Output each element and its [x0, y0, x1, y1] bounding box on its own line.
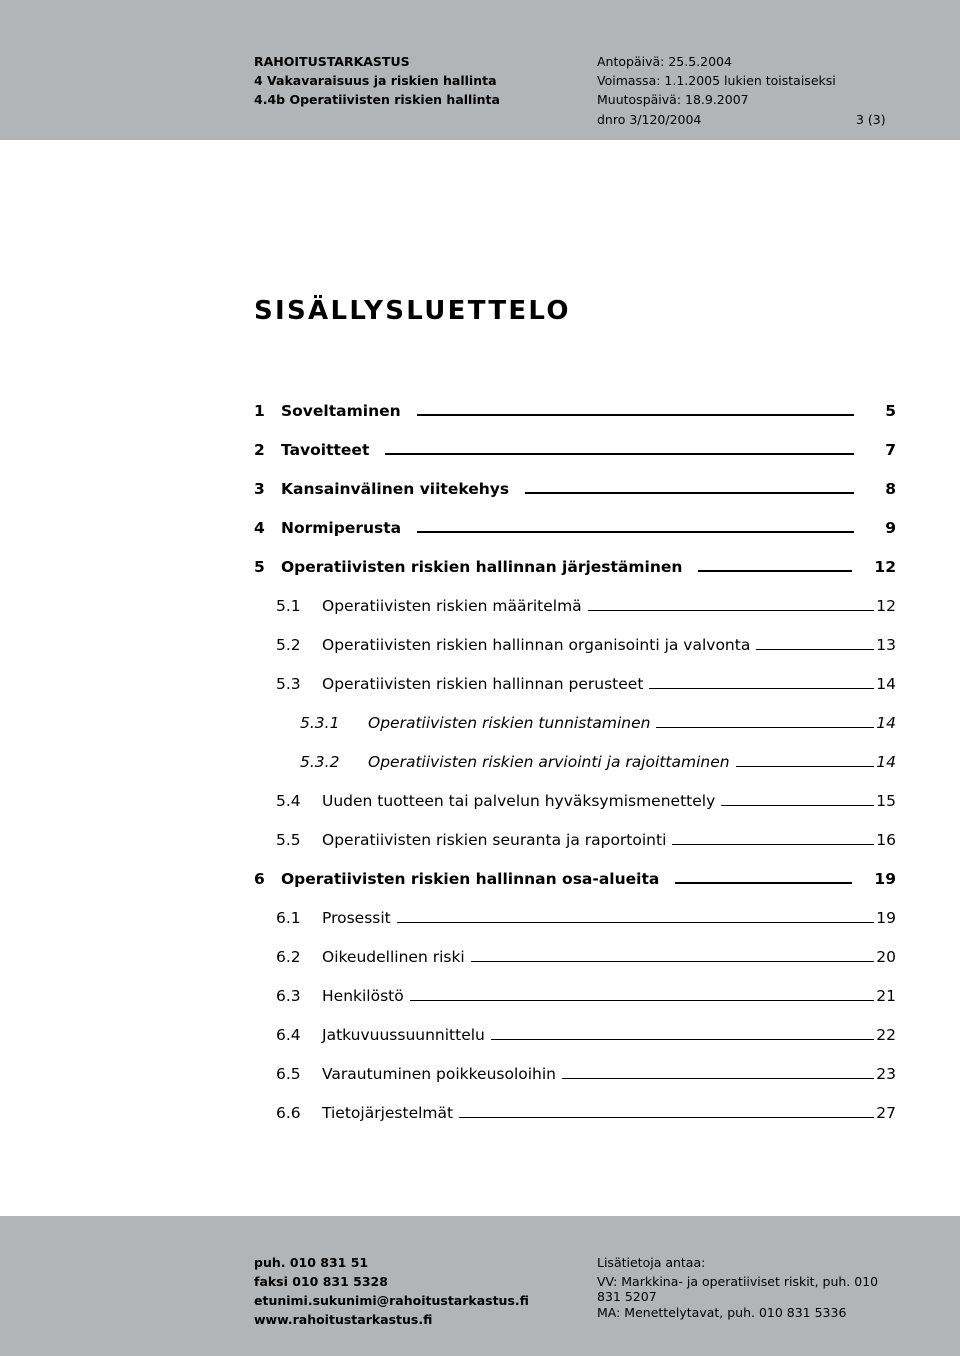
toc-entry-page: 23 [876, 1065, 896, 1083]
toc-entry[interactable] [254, 435, 896, 459]
toc-entry-page: 12 [874, 558, 896, 576]
header-section: 4 Vakavaraisuus ja riskien hallinta [254, 73, 497, 88]
toc-entry[interactable] [254, 981, 896, 1005]
header-modified-date: Muutospäivä: 18.9.2007 [597, 92, 749, 107]
toc-leader-line [459, 1116, 874, 1118]
toc-entry-title: Operatiivisten riskien arviointi ja rajoittaminen [368, 753, 730, 771]
toc-leader-line [721, 804, 874, 806]
footer-email: etunimi.sukunimi@rahoitustarkastus.fi [254, 1293, 529, 1308]
toc-entry-page: 20 [876, 948, 896, 966]
footer-contact-vv: VV: Markkina- ja operatiiviset riskit, puh. 010 [597, 1274, 879, 1289]
toc-entry-number: 1 [254, 402, 265, 420]
toc-entry-page: 22 [876, 1026, 896, 1044]
header-subsection: 4.4b Operatiivisten riskien hallinta [254, 92, 500, 107]
toc-entry-number: 5.2 [276, 636, 301, 654]
header-record-number: dnro 3/120/2004 [597, 112, 702, 127]
toc-entry-page: 12 [876, 597, 896, 615]
toc-entry-title: Oikeudellinen riski [322, 948, 465, 966]
toc-entry-title: Operatiivisten riskien hallinnan järjestäminen [281, 558, 683, 576]
toc-entry[interactable] [254, 864, 896, 888]
toc-entry-number: 6.6 [276, 1104, 301, 1122]
toc-entry-page: 5 [885, 402, 896, 420]
toc-entry-page: 21 [876, 987, 896, 1005]
toc-entry[interactable] [254, 630, 896, 654]
footer-phone: puh. 010 831 51 [254, 1255, 369, 1270]
header-validity: Voimassa: 1.1.2005 lukien toistaiseksi [597, 73, 836, 88]
toc-leader-line [756, 648, 874, 650]
toc-entry-page: 16 [876, 831, 896, 849]
toc-entry-page: 14 [876, 714, 896, 732]
toc-entry-title: Normiperusta [281, 519, 402, 537]
toc-entry-title: Henkilöstö [322, 987, 404, 1005]
footer-fax: faksi 010 831 5328 [254, 1274, 388, 1289]
toc-leader-line [417, 530, 854, 533]
toc-entry[interactable] [254, 747, 896, 771]
toc-entry-number: 5.3.2 [300, 753, 340, 771]
toc-entry-number: 5.3.1 [300, 714, 340, 732]
toc-entry-page: 9 [885, 519, 896, 537]
toc-entry-number: 5.3 [276, 675, 301, 693]
toc-entry[interactable] [254, 1020, 896, 1044]
toc-entry[interactable] [254, 513, 896, 537]
toc-entry-title: Operatiivisten riskien määritelmä [322, 597, 582, 615]
toc-entry-number: 5 [254, 558, 265, 576]
toc-entry[interactable] [254, 708, 896, 732]
toc-entry-page: 14 [876, 753, 896, 771]
footer-contact-heading: Lisätietoja antaa: [597, 1255, 706, 1270]
toc-entry-title: Soveltaminen [281, 402, 401, 420]
toc-entry-number: 6.4 [276, 1026, 301, 1044]
toc-entry-title: Operatiivisten riskien hallinnan organisointi ja valvonta [322, 636, 751, 654]
toc-entry-page: 19 [874, 870, 896, 888]
toc-entry-number: 6.5 [276, 1065, 301, 1083]
toc-entry-number: 6.2 [276, 948, 301, 966]
toc-entry-title: Uuden tuotteen tai palvelun hyväksymismenettely [322, 792, 716, 810]
toc-leader-line [588, 609, 874, 611]
toc-entry-number: 5.4 [276, 792, 301, 810]
toc-entry[interactable] [254, 474, 896, 498]
toc-leader-line [736, 765, 874, 767]
footer-website: www.rahoitustarkastus.fi [254, 1312, 433, 1327]
toc-entry-page: 7 [885, 441, 896, 459]
toc-entry[interactable] [254, 591, 896, 615]
toc-entry-page: 19 [876, 909, 896, 927]
toc-entry-title: Operatiivisten riskien seuranta ja raportointi [322, 831, 667, 849]
toc-entry-number: 4 [254, 519, 265, 537]
toc-leader-line [672, 843, 874, 845]
toc-entry-page: 15 [876, 792, 896, 810]
toc-leader-line [525, 491, 854, 494]
toc-entry-number: 3 [254, 480, 265, 498]
toc-leader-line [649, 687, 874, 689]
toc-entry-number: 6.1 [276, 909, 301, 927]
toc-entry[interactable] [254, 552, 896, 576]
toc-entry[interactable] [254, 825, 896, 849]
toc-leader-line [562, 1077, 874, 1079]
toc-entry-title: Tavoitteet [281, 441, 370, 459]
toc-entry-number: 2 [254, 441, 265, 459]
toc-title: SISÄLLYSLUETTELO [254, 296, 571, 326]
toc-entry-title: Tietojärjestelmät [322, 1104, 454, 1122]
toc-entry-number: 5.5 [276, 831, 301, 849]
toc-entry-title: Prosessit [322, 909, 391, 927]
toc-leader-line [385, 452, 854, 455]
toc-entry-title: Jatkuvuussuunnittelu [322, 1026, 485, 1044]
toc-leader-line [656, 726, 874, 728]
toc-leader-line [417, 413, 854, 416]
toc-entry-page: 14 [876, 675, 896, 693]
toc-entry[interactable] [254, 669, 896, 693]
footer-contact-ma: MA: Menettelytavat, puh. 010 831 5336 [597, 1305, 847, 1320]
header-page-label: 3 (3) [856, 112, 886, 127]
header-issue-date: Antopäivä: 25.5.2004 [597, 54, 732, 69]
toc-entry[interactable] [254, 942, 896, 966]
toc-entry-number: 6.3 [276, 987, 301, 1005]
toc-leader-line [491, 1038, 874, 1040]
footer-contact-vv-cont: 831 5207 [597, 1289, 657, 1304]
toc-entry-title: Operatiivisten riskien hallinnan osa-alueita [281, 870, 660, 888]
toc-entry[interactable] [254, 396, 896, 420]
toc-leader-line [675, 881, 852, 884]
toc-entry[interactable] [254, 903, 896, 927]
toc-leader-line [397, 921, 874, 923]
toc-entry-title: Operatiivisten riskien tunnistaminen [368, 714, 651, 732]
toc-leader-line [471, 960, 874, 962]
toc-entry-title: Kansainvälinen viitekehys [281, 480, 510, 498]
header-organization: RAHOITUSTARKASTUS [254, 54, 410, 69]
toc-leader-line [410, 999, 874, 1001]
toc-entry[interactable] [254, 1098, 896, 1122]
toc-entry-title: Varautuminen poikkeusoloihin [322, 1065, 557, 1083]
toc-entry[interactable] [254, 786, 896, 810]
toc-entry-page: 27 [876, 1104, 896, 1122]
toc-entry-title: Operatiivisten riskien hallinnan perusteet [322, 675, 644, 693]
page-header [0, 0, 960, 140]
toc-entry[interactable] [254, 1059, 896, 1083]
page-footer [0, 1216, 960, 1356]
toc-leader-line [698, 569, 852, 572]
toc-entry-page: 13 [876, 636, 896, 654]
toc-entry-page: 8 [885, 480, 896, 498]
toc-entry-number: 5.1 [276, 597, 301, 615]
toc-entry-number: 6 [254, 870, 265, 888]
